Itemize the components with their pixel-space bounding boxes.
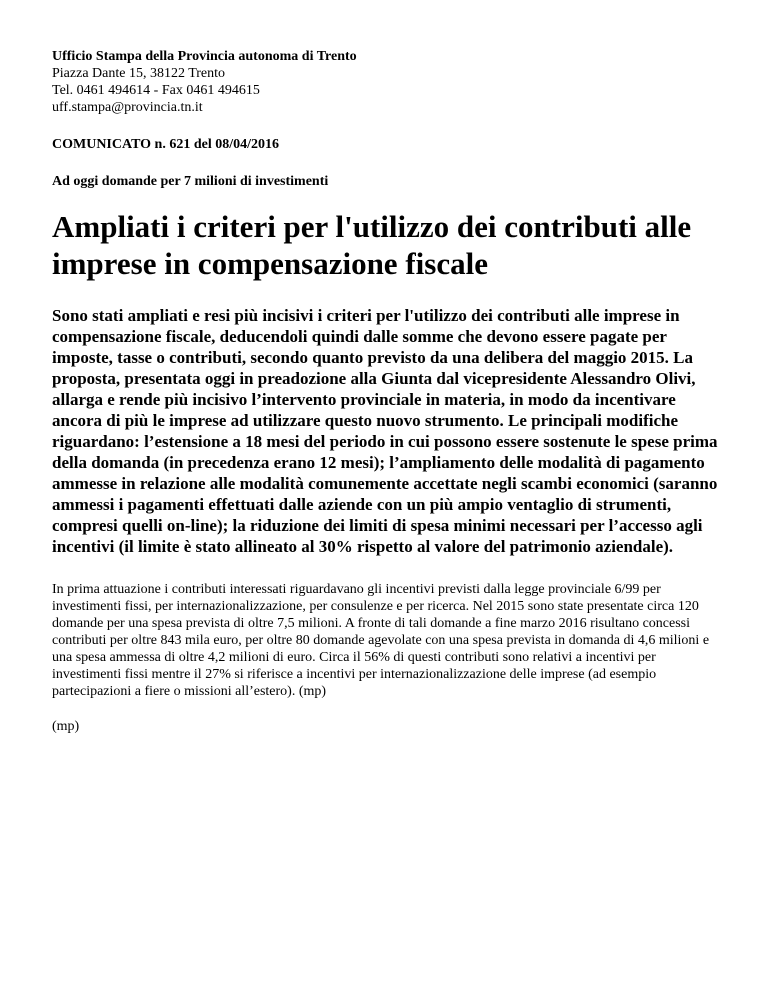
body-paragraph: In prima attuazione i contributi interessati riguardavano gli incentivi previsti dalla legge provinciale 6/99 per investimenti fissi, per internazionalizzazione, per consulenze e per ricerca. Nel 2015 sono state presentate circa 120 domande per una spesa prevista di oltre 7,5 milioni. A fronte di tali domande a fine marzo 2016 risultano concessi contributi per oltre 843 mila euro, per oltre 80 domande agevolate con una spesa prevista in domanda di 4,6 milioni e una spesa ammessa di oltre 4,2 milioni di euro. Circa il 56% di questi contributi sono relativi a incentivi per investimenti fissi mentre il 27% si riferisce a incentivi per internazionalizzazione delle imprese (ad esempio partecipazioni a fiere o missioni all’estero). (mp) (52, 582, 710, 699)
office-address: Piazza Dante 15, 38122 Trento (52, 66, 226, 81)
office-email: uff.stampa@provincia.tn.it (52, 100, 203, 115)
press-office-header (52, 48, 722, 116)
release-headline: Ampliati i criteri per l'utilizzo dei contributi alle imprese in compensazione fiscale (52, 209, 692, 281)
office-phone-fax: Tel. 0461 494614 - Fax 0461 494615 (52, 83, 260, 98)
lead-paragraph: Sono stati ampliati e resi più incisivi i criteri per l'utilizzo dei contributi alle imprese in compensazione fiscale, deducendoli quindi dalle somme che devono essere pagate per imposte, tasse o contributi, secondo quanto previsto da una delibera del maggio 2015. La proposta, presentata oggi in preadozione alla Giunta dal vicepresidente Alessandro Olivi, allarga e rende più incisivo l’intervento provinciale in materia, in modo da incentivare ancora di più le imprese ad utilizzare questo nuovo strumento. Le principali modifiche riguardano: l’estensione a 18 mesi del periodo in cui possono essere sostenute le spese prima della domanda (in precedenza erano 12 mesi); l’ampliamento delle modalità di pagamento ammesse in relazione alle modalità comunemente accettate negli scambi economici (saranno ammessi i pagamenti effettuati dalle aziende con un più ampio ventaglio di strumenti, compresi quelli on-line); la riduzione dei limiti di spesa minimi necessari per l’accesso agli incentivi (il limite è stato allineato al 30% rispetto al valore del patrimonio aziendale). (52, 306, 718, 556)
press-release (52, 48, 722, 735)
release-subtitle: Ad oggi domande per 7 milioni di investimenti (52, 174, 329, 189)
release-number: COMUNICATO n. 621 del 08/04/2016 (52, 137, 279, 152)
office-name: Ufficio Stampa della Provincia autonoma di Trento (52, 49, 357, 64)
author-initials: (mp) (52, 719, 80, 734)
